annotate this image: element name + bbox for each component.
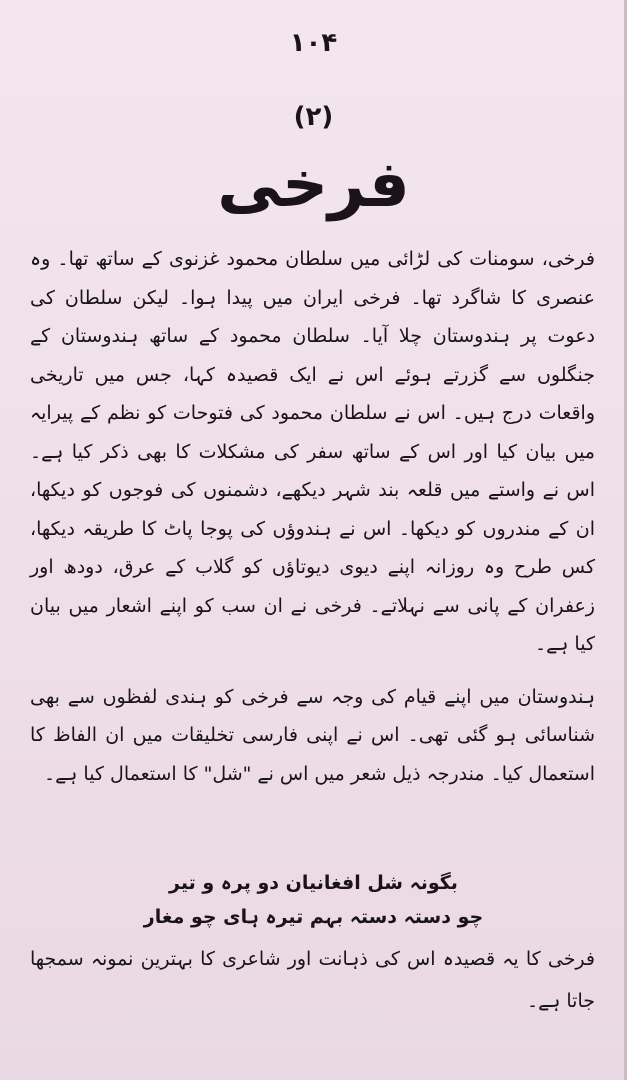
verse-line: بگونہ شل افغانیان دو پرہ و تیر	[169, 872, 458, 894]
paragraph-hindi-words: ہندوستان میں اپنے قیام کی وجہ سے فرخی کو ہندی لفظوں سے بھی شناسائی ہو گئی تھی۔ اس نے اپنی فارسی تخلیقات میں ان الفاظ کا استعمال کیا۔ مندرجہ ذیل شعر میں اس نے "شل" کا استعمال کیا ہے۔	[30, 685, 595, 785]
section-number: (۲)	[293, 102, 334, 132]
closing-paragraph: فرخی کا یہ قصیدہ اس کی ذہانت اور شاعری کا بہترین نمونہ سمجھا جاتا ہے۔	[30, 948, 595, 1012]
chapter-title: فرخی	[217, 148, 410, 222]
page-number: ۱۰۴	[289, 28, 338, 58]
verse-line: چو دستہ دستہ بہم تیرہ ہای چو مغار	[143, 906, 484, 928]
paragraph-intro: فرخی، سومنات کی لڑائی میں سلطان محمود غزنوی کے ساتھ تھا۔ وہ عنصری کا شاگرد تھا۔ فرخی ایران میں پیدا ہوا۔ لیکن سلطان کی دعوت پر ہندوستان چلا آیا۔ سلطان محمود کے ساتھ ہندوستان کے جنگلوں سے گزرتے ہوئے اس نے ایک قصیدہ کہا، جس میں تاریخی واقعات درج ہیں۔ اس نے سلطان محمود کی فتوحات کو نظم کے پیرایہ میں بیان کیا اور اس کے ساتھ سفر کی مشکلات کا بھی ذکر کیا ہے۔ اس نے واستے میں قلعہ بند شہر دیکھے، دشمنوں کی فوجوں کو دیکھا، ان کے مندروں کو دیکھا۔ اس نے ہندوؤں کی پوجا پاٹ کا طریقہ دیکھا، کس طرح وہ روزانہ اپنے دیوی دیوتاؤں کو گلاب کے عرق، دودھ اور زعفران کے پانی سے نہلاتے۔ فرخی نے ان سب کو اپنے اشعار میں بیان کیا ہے۔	[30, 248, 595, 655]
body-text	[30, 240, 595, 793]
